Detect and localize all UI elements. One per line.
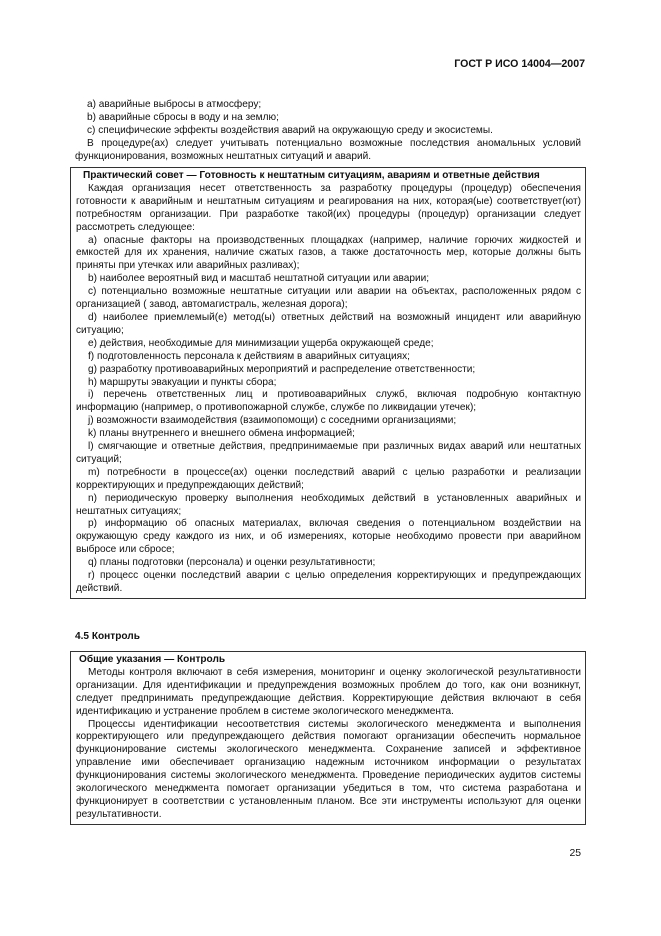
intro-section [75,99,581,164]
advice-item-j: j) возможности взаимодействия (взаимопомощи) с соседними организациями; [88,415,457,427]
advice-item-n: n) периодическую проверку выполнения необходимых действий в установленных аварийных и нештатных ситуациях; [76,492,581,517]
advice-item-a: а) опасные факторы на производственных площадках (например, наличие горючих жидкостей и емкостей для их хранения, наличие сжатых газов, а также достаточность мер, которые должны быть приняты при утечках или аварийных разливах); [76,234,581,272]
intro-item-c: с) специфические эффекты воздействия аварий на окружающую среду и экосистемы. [87,124,493,136]
general-guidance-title: Общие указания — Контроль [79,654,226,665]
intro-item-b: b) аварийные сбросы в воду и на землю; [87,111,279,123]
advice-item-h: h) маршруты эвакуации и пункты сбора; [88,376,277,388]
advice-item-m: m) потребности в процессе(ах) оценки последствий аварий с целью разработки и реализации корректирующих и предупреждающих действий; [76,466,581,491]
advice-item-p: р) информацию об опасных материалах, включая сведения о потенциальном воздействии на окружающую среду каждого из них, и об измерениях, которые необходимо провести при аварийном выбросе или сбросе; [76,518,581,556]
advice-item-r: r) процесс оценки последствий аварии с целью определения корректирующих и предупреждающих действий. [76,570,581,594]
general-guidance-box [70,651,586,825]
section-heading: 4.5 Контроль [75,631,140,642]
page-number: 25 [569,848,581,859]
guidance-paragraph-1: Методы контроля включают в себя измерения, мониторинг и оценку экологической результативности организации. Для идентификации и предупреждения возможных проблем до того, как они возникнут, следует предпринимать предупреждающие действия. Корректирующие действия включают в себя идентификацию и устранение проблем в системе экологического менеджмента. [76,666,581,717]
document-header: ГОСТ Р ИСО 14004—2007 [454,58,585,70]
advice-item-f: f) подготовленность персонала к действиям в аварийных ситуациях; [88,350,410,362]
guidance-paragraph-2: Процессы идентификации несоответствия системы экологического менеджмента и выполнения корректирующего или предупреждающего действия помогают организации обеспечить нормальное функционирование системы экологического менеджмента. Сохранение записей и эффективное управление ими обеспечивает организацию надежным источником информации о результатах функционирования системы экологического менеджмента. Проведение периодических аудитов системы экологического менеджмента помогает организации убедиться в том, что система разработана и функционирует в соответствии с установленным планом. Все эти инструменты используют для оценки результативности. [76,718,581,820]
practical-advice-title: Практический совет — Готовность к нештатным ситуациям, авариям и ответные действия [83,170,540,181]
advice-item-i: i) перечень ответственных лиц и противоаварийных служб, включая подробную контактную информацию (например, о противопожарной службе, службе по ликвидации утечек); [76,389,581,414]
intro-paragraph: В процедуре(ах) следует учитывать потенциально возможные последствия аномальных условий функционирования, возможных нештатных ситуаций и аварий. [75,137,581,162]
advice-item-e: е) действия, необходимые для минимизации ущерба окружающей среде; [88,337,434,349]
advice-item-k: k) планы внутреннего и внешнего обмена информацией; [88,428,355,440]
advice-paragraph: Каждая организация несет ответственность за разработку процедуры (процедур) обеспечения готовности к аварийным и нештатным ситуациям и реагирования на них, которая(ые) соответствует(ют) потребностям организации. При разработке такой(их) процедуры (процедур) организации следует рассмотреть следующее: [76,182,581,233]
advice-item-l: l) смягчающие и ответные действия, предпринимаемые при различных видах аварий или нештатных ситуаций; [76,441,581,465]
advice-item-g: g) разработку противоаварийных мероприятий и распределение ответственности; [88,363,476,375]
advice-item-q: q) планы подготовки (персонала) и оценки результативности; [88,557,376,569]
advice-item-d: d) наиболее приемлемый(е) метод(ы) ответных действий на возможный инцидент или аварийную ситуацию; [76,311,581,336]
advice-item-b: b) наиболее вероятный вид и масштаб нештатной ситуации или аварии; [88,273,430,285]
practical-advice-box [70,167,586,599]
intro-item-a: а) аварийные выбросы в атмосферу; [87,99,262,110]
advice-item-c: с) потенциально возможные нештатные ситуации или аварии на объектах, расположенных рядом с организацией ( завод, автомагистраль, железная дорога); [76,286,581,311]
